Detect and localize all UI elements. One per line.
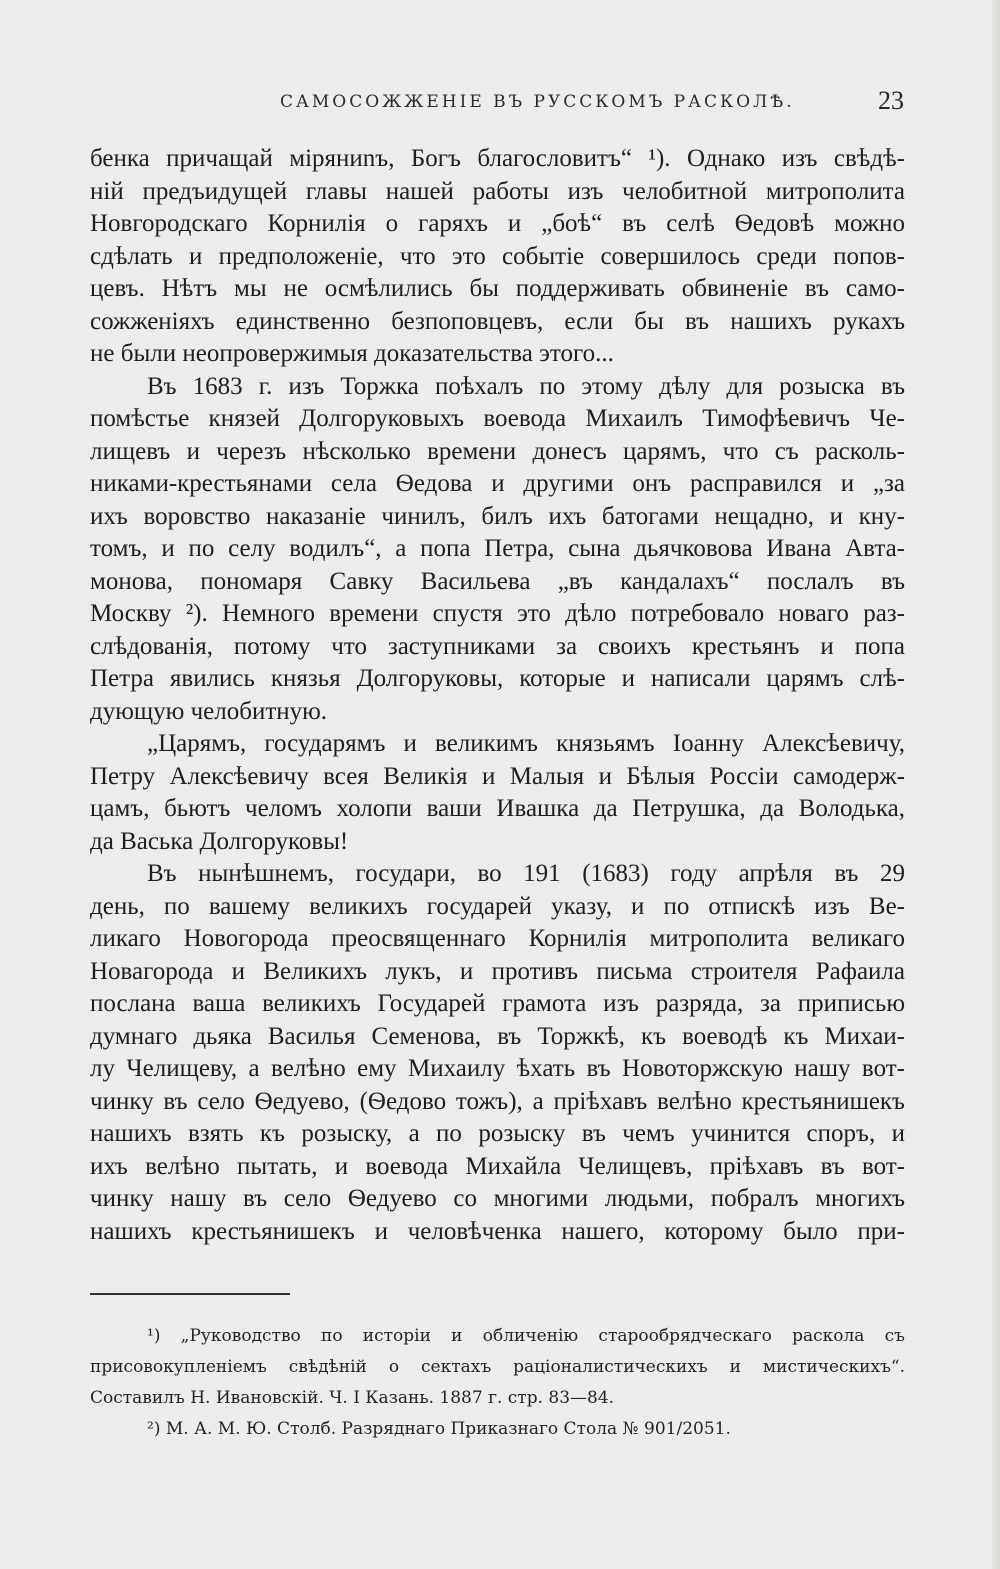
text-line: не были неопровержимыя доказательства этого... (90, 340, 614, 367)
text-line: монова, пономаря Савку Васильева „въ кандалахъ“ послалъ въ (90, 567, 905, 595)
footnote-rule (90, 1293, 290, 1295)
text-line: бенка причащай міряниnъ, Богъ благословитъ“ ¹). Однако изъ свѣдѣ- (90, 145, 905, 172)
footnotes (90, 1321, 905, 1445)
footnote-line: ²) М. А. М. Ю. Столб. Разряднаго Приказнаго Стола № 901/2051. (147, 1419, 731, 1439)
text-line: лищевъ и черезъ нѣсколько времени донесъ царямъ, что съ расколь- (90, 437, 905, 465)
text-line: думнаго дьяка Василья Семенова, въ Торжкѣ, къ воеводѣ къ Михаи- (90, 1022, 905, 1050)
text-line: Петра явились князья Долгоруковы, которые и написали царямъ слѣ- (90, 665, 905, 692)
footnote-line: Составилъ Н. Ивановскій. Ч. I Казань. 1887 г. стр. 83—84. (90, 1388, 615, 1408)
text-line: Новгородскаго Корнилія о гаряхъ и „боѣ“ въ селѣ Ѳедовѣ можно (90, 210, 905, 237)
text-line: „Царямъ, государямъ и великимъ князьямъ Іоанну Алексѣевичу, (147, 730, 905, 757)
text-line: нашихъ взять къ розыску, а по розыску въ чемъ учинится споръ, и (90, 1120, 905, 1147)
text-line: послана ваша великихъ Государей грамота изъ разряда, за приписью (90, 990, 905, 1017)
text-line: сдѣлать и предположеніе, что это событіе совершилось среди попов- (90, 242, 905, 270)
text-line: томъ, и по селу водилъ“, а попа Петра, сына дьячковова Ивана Авта- (90, 535, 905, 562)
page-number: 23 (878, 86, 904, 115)
text-line: дующую челобитную. (90, 697, 328, 725)
text-line: цамъ, бьютъ челомъ холопи ваши Ивашка да Петрушка, да Володька, (90, 795, 905, 822)
text-line: помѣстье князей Долгоруковыхъ воевода Михаилъ Тимофѣевичъ Че- (90, 405, 905, 432)
text-line: цевъ. Нѣтъ мы не осмѣлились бы поддерживать обвиненіе въ само- (90, 275, 905, 302)
running-head (90, 86, 910, 122)
scan-edge (992, 0, 1000, 1569)
footnote-line: присовокупленіемъ свѣдѣній о сектахъ раціоналистическихъ и мистическихъ“. (90, 1357, 905, 1377)
text-line: ликаго Новогорода преосвященнаго Корнилія митрополита великаго (90, 925, 905, 952)
text-line: да Васька Долгоруковы! (90, 827, 349, 855)
body-text (90, 143, 905, 1248)
text-line: слѣдованія, потому что заступниками за своихъ крестьянъ и попа (90, 632, 905, 660)
text-line: Новагорода и Великихъ лукъ, и противъ письма строителя Рафаила (90, 957, 905, 985)
footnote-line: ¹) „Руководство по исторіи и обличенію старообрядческаго раскола съ (147, 1326, 905, 1346)
text-line: Петру Алексѣевичу всея Великія и Малыя и Бѣлыя Россіи самодерж- (90, 762, 905, 790)
text-line: нашихъ крестьянишекъ и человѣченка нашего, которому было при- (90, 1217, 905, 1245)
text-line: ихъ воровство наказаніе чинилъ, билъ ихъ батогами нещадно, и кну- (90, 502, 905, 530)
text-line: чинку въ село Ѳедуево, (Ѳедово тожъ), а пріѣхавъ велѣно крестьянишекъ (90, 1087, 905, 1115)
text-line: ихъ велѣно пытать, и воевода Михайла Челищевъ, пріѣхавъ въ вот- (90, 1152, 905, 1180)
text-line: Въ 1683 г. изъ Торжка поѣхалъ по этому дѣлу для розыска въ (147, 372, 905, 400)
text-line: ній предъидущей главы нашей работы изъ челобитной митрополита (90, 177, 905, 205)
text-line: Москву ²). Немного времени спустя это дѣло потребовало новаго раз- (90, 600, 905, 627)
text-line: чинку нашу въ село Ѳедуево со многими людьми, побралъ многихъ (90, 1185, 905, 1212)
text-line: лу Челищеву, а велѣно ему Михаилу ѣхать въ Новоторжскую нашу вот- (90, 1055, 905, 1082)
text-line: сожженіяхъ единственно безпоповцевъ, если бы въ нашихъ рукахъ (90, 307, 905, 335)
running-title: САМОСОЖЖЕНІЕ ВЪ РУССКОМЪ РАСКОЛѢ. (280, 92, 795, 112)
text-line: никами-крестьянами села Ѳедова и другими онъ расправился и „за (90, 470, 905, 497)
text-line: день, по вашему великихъ государей указу, и по отпискѣ изъ Ве- (90, 892, 905, 920)
text-line: Въ нынѣшнемъ, государи, во 191 (1683) году апрѣля въ 29 (147, 860, 905, 887)
